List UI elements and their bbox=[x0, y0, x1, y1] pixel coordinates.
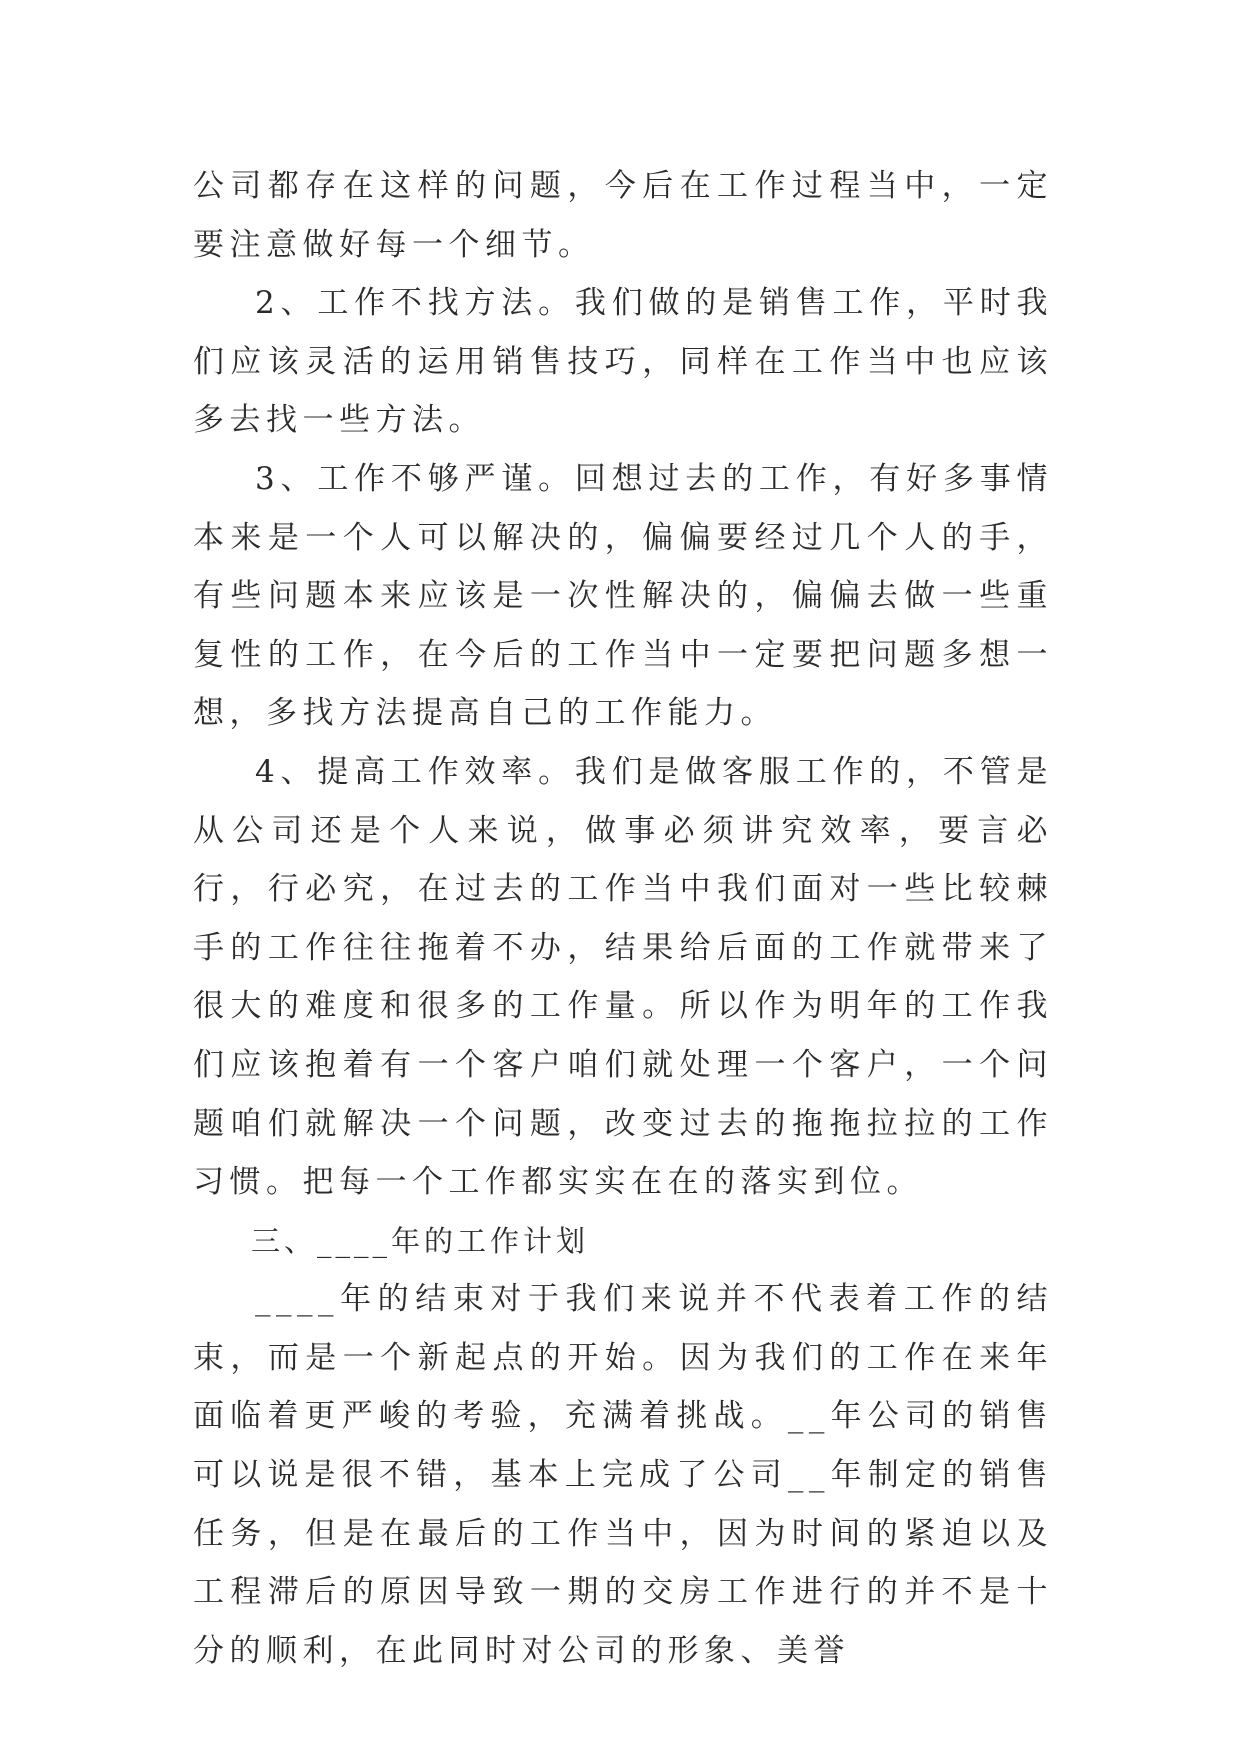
paragraph-work-plan: ____年的结束对于我们来说并不代表着工作的结束，而是一个新起点的开始。因为我们的工作在来年面临着更严峻的考验，充满着挑战。__年公司的销售可以说是很不错，基本上完成了公司__年制定的销售任务，但是在最后的工作当中，因为时间的紧迫以及工程滞后的原因导致一期的交房工作进行的并不是十分的顺利，在此同时对公司的形象、美誉 bbox=[193, 1281, 1053, 1669]
paragraph-item-3: 3、工作不够严谨。回想过去的工作，有好多事情本来是一个人可以解决的，偏偏要经过几个人的手，有些问题本来应该是一次性解决的，偏偏去做一些重复性的工作，在今后的工作当中一定要把问题多想一想，多找方法提高自己的工作能力。 bbox=[193, 460, 1053, 732]
paragraph-item-2: 2、工作不找方法。我们做的是销售工作，平时我们应该灵活的运用销售技巧，同样在工作当中也应该多去找一些方法。 bbox=[193, 285, 1053, 439]
paragraph-item-4: 4、提高工作效率。我们是做客服工作的，不管是从公司还是个人来说，做事必须讲究效率，要言必行，行必究，在过去的工作当中我们面对一些比较棘手的工作往往拖着不办，结果给后面的工作就带来了很大的难度和很多的工作量。所以作为明年的工作我们应该抱着有一个客户咱们就处理一个客户，一个问题咱们就解决一个问题，改变过去的拖拖拉拉的工作习惯。把每一个工作都实实在在的落实到位。 bbox=[193, 753, 1053, 1201]
paragraph-continuation: 公司都存在这样的问题，今后在工作过程当中，一定要注意做好每一个细节。 bbox=[193, 168, 1053, 263]
document-body bbox=[193, 157, 1053, 1680]
section-heading-work-plan: 三、____年的工作计划 bbox=[251, 1223, 590, 1258]
